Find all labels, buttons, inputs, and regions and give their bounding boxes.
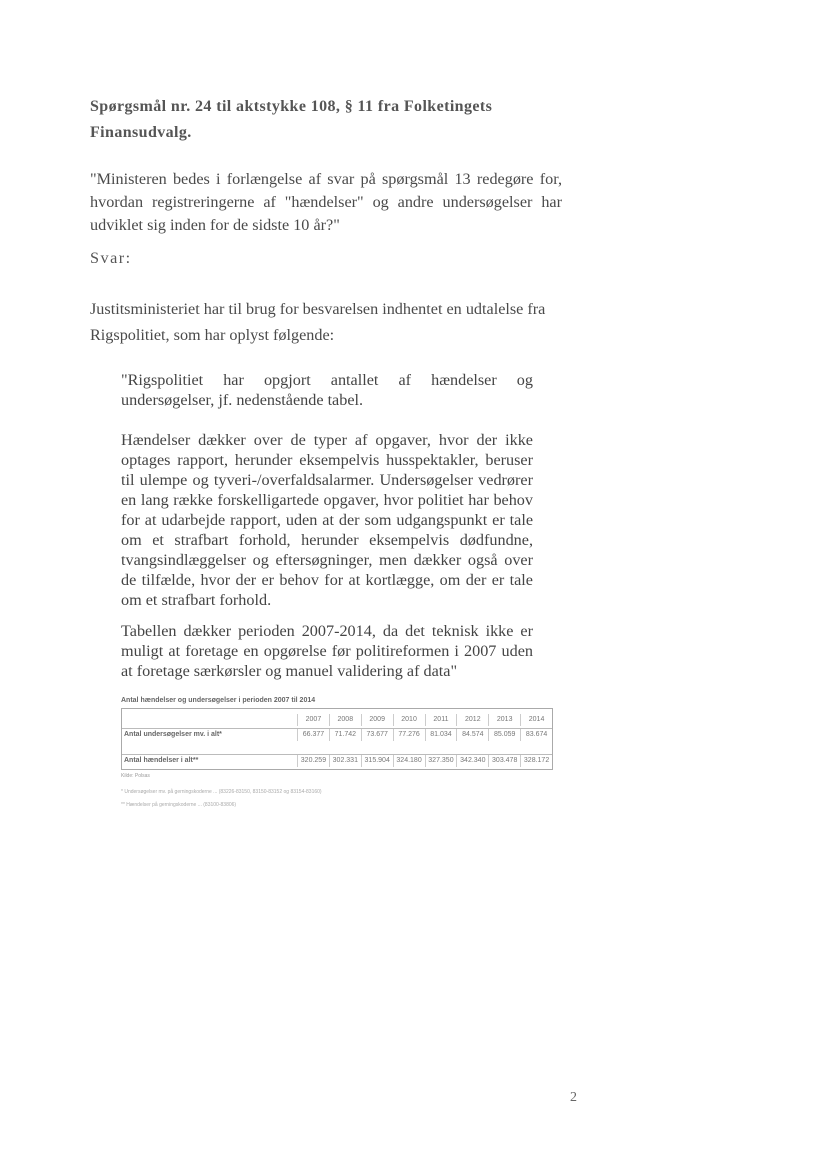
year-header: 2008: [329, 714, 361, 726]
table-cell: 315.904: [361, 755, 393, 767]
table-cell: 327.350: [425, 755, 457, 767]
year-header: 2011: [425, 714, 457, 726]
table-cell: 73.677: [361, 729, 393, 741]
page-number: 2: [570, 1090, 577, 1105]
row-label: Antal hændelser i alt**: [124, 757, 199, 764]
question-text: "Ministeren bedes i forlængelse af svar på spørgsmål 13 redegøre for, hvordan registreringerne af "hændelser" og andre undersøgelser har udviklet sig inden for de sidste 10 år?": [90, 170, 562, 234]
answer-label: Svar:: [90, 249, 132, 267]
table-cell: 303.478: [488, 755, 520, 767]
statistics-table: [121, 708, 553, 770]
table-cell: 81.034: [425, 729, 457, 741]
quote-paragraph-1: "Rigspolitiet har opgjort antallet af hændelser og undersøgelser, jf. nedenstående tabel.: [121, 371, 533, 409]
table-footnote: * Undersøgelser mv. på gerningskoderne ... (83226-83150, 83150-83152 og 83154-83160): [121, 789, 322, 795]
intro-paragraph: Justitsministeriet har til brug for besvarelsen indhentet en udtalelse fra Rigspolitiet, som har oplyst følgende:: [90, 300, 546, 344]
table-cell: 77.276: [393, 729, 425, 741]
table-cell: 83.674: [520, 729, 552, 741]
year-header: 2013: [488, 714, 520, 726]
quote-paragraph-2: Hændelser dækker over de typer af opgaver, hvor der ikke optages rapport, herunder eksempelvis husspektakler, beruser til ulempe og tyveri-/overfaldsalarmer. Undersøgelser vedrører en lang række forskelligartede opgaver, hvor politiet har behov for at udarbejde rapport, uden at der som udgangspunkt er tale om et strafbart forhold, herunder eksempelvis dødfundne, tvangsindlæggelser og eftersøgninger, men dækker også over de tilfælde, hvor der er behov for at kortlægge, om der er tale om et strafbart forhold.: [121, 431, 533, 609]
year-header: 2014: [520, 714, 552, 726]
quote-paragraph-3: Tabellen dækker perioden 2007-2014, da det teknisk ikke er muligt at foretage en opgørelse før politireformen i 2007 uden at foretage særkørsler og manuel validering af data": [121, 622, 533, 680]
table-cell: 324.180: [393, 755, 425, 767]
year-header: 2009: [361, 714, 393, 726]
table-row: [122, 728, 552, 741]
table-title: Antal hændelser og undersøgelser i perioden 2007 til 2014: [121, 697, 316, 704]
table-cell: 328.172: [520, 755, 552, 767]
statistics-table-section: [121, 696, 553, 809]
table-cell: 320.259: [297, 755, 329, 767]
table-footnote: ** Hændelser på gerningskoderne ... (83100-83806): [121, 802, 237, 808]
year-header: 2010: [393, 714, 425, 726]
table-cell: 66.377: [297, 729, 329, 741]
table-source: Kilde: Polsas: [121, 773, 150, 779]
row-label: Antal undersøgelser mv. i alt*: [124, 731, 222, 738]
table-cell: 342.340: [456, 755, 488, 767]
table-cell: 302.331: [329, 755, 361, 767]
table-cell: 85.059: [488, 729, 520, 741]
table-cell: 71.742: [329, 729, 361, 741]
year-header: 2012: [456, 714, 488, 726]
table-row: [122, 754, 552, 767]
table-header-row: [122, 714, 552, 726]
year-header: 2007: [297, 714, 329, 726]
table-cell: 84.574: [456, 729, 488, 741]
document-heading: Spørgsmål nr. 24 til aktstykke 108, § 11 fra Folketingets Finansudvalg.: [90, 98, 493, 141]
